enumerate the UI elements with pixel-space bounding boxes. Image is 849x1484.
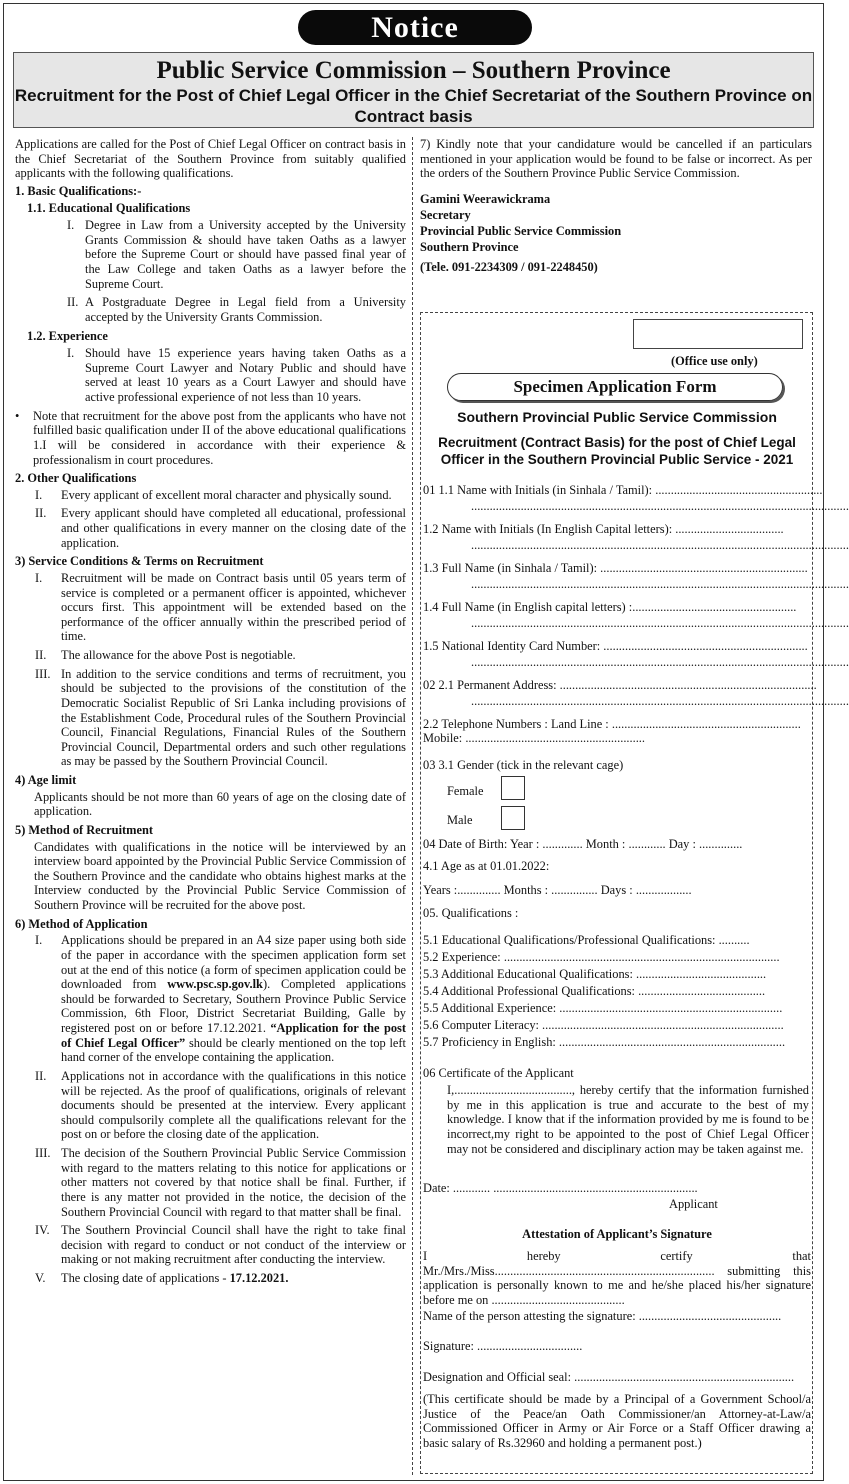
field-telephone[interactable]: 2.2 Telephone Numbers : Land Line : ............................................................. <box>423 717 801 731</box>
certificate-heading: 06 Certificate of the Applicant <box>423 1066 574 1080</box>
field-mobile[interactable]: Mobile: .......................................................... <box>423 731 645 745</box>
recruitment-text: Candidates with qualifications in the notice will be interviewed by an interview board appointed by the Provincial Public Service Commission of the Southern Province and the candidate who obtains highest marks at the Interview conducted by the Provincial Public Service Commission of Southern Province will be recruited for the above post. <box>34 839 406 912</box>
label-male: Male <box>447 813 473 827</box>
label-female: Female <box>447 784 484 798</box>
field-full-name-sinhala[interactable]: 1.3 Full Name (in Sinhala / Tamil): ................................................................... <box>423 561 808 575</box>
checkbox-female[interactable] <box>501 776 525 800</box>
list-item: II. Applications not in accordance with the qualifications in this notice will be rejected. As the proof of qualifications, originals of relevant documents should be presented at the interview. Every applicant should compulsorily complete all the qualifications relevant for the post on or before the closing date of the application. <box>35 1068 406 1142</box>
attestation-title: Attestation of Applicant’s Signature <box>522 1227 712 1241</box>
list-item: II. A Postgraduate Degree in Legal field from a University accepted by the University Grants Commission. <box>67 295 406 324</box>
field-designation-seal[interactable]: Designation and Official seal: ....................................................................... <box>423 1370 795 1384</box>
section-basic-qualifications: 1. Basic Qualifications:- <box>15 183 142 198</box>
office-use-box <box>633 319 803 349</box>
certificate-text: I,......................................, hereby certify that the information furnished by me in this application is true and accurate to the best of my knowledge. I know that if the information provided by me is found to be incorrect,my right to be appointed to the post of Chief Legal Officer may not be considered and disciplinary action may be taken against me. <box>447 1083 809 1156</box>
field-name-initials-sinhala[interactable]: 01 1.1 Name with Initials (in Sinhala / Tamil): ...................................................... <box>423 483 823 497</box>
signatory-block <box>420 191 812 275</box>
specimen-form <box>420 312 849 1474</box>
list-item: I. Should have 15 experience years having taken Oaths as a Supreme Court Lawyer and Notary Public and should have served at least 10 years as a Court Lawyer and should have active professional experience of not less than 10 years. <box>67 346 406 404</box>
field-dots[interactable]: .......................................................................................................................... <box>471 616 849 630</box>
field-dots[interactable]: .......................................................................................................................... <box>471 655 849 669</box>
field-experience[interactable]: 5.2 Experience: ......................................................................................... <box>423 950 780 964</box>
field-name-initials-english[interactable]: 1.2 Name with Initials (In English Capital letters): ................................... <box>423 522 784 536</box>
date-signature-line[interactable]: Date: ............ .................................................................. <box>423 1181 698 1195</box>
form-recruitment-title: Recruitment (Contract Basis) for the post of Chief Legal Officer in the Southern Provincial Public Service - 2021 <box>438 435 796 467</box>
field-gender: 03 3.1 Gender (tick in the relevant cage) <box>423 758 624 772</box>
list-item: I. Recruitment will be made on Contract basis until 05 years term of service is completed or a permanent officer is appointed, whichever occurs first. This appointment will be extended based on the performance of the officer annually within the prescribed period of time. <box>35 570 406 644</box>
telephone: (Tele. 091-2234309 / 091-2248450) <box>420 259 598 274</box>
list-item: I. Every applicant of excellent moral character and physically sound. <box>35 487 392 502</box>
field-english[interactable]: 5.7 Proficiency in English: ......................................................................... <box>423 1035 786 1049</box>
field-age: 4.1 Age as at 01.01.2022: <box>423 859 550 873</box>
field-attester-signature[interactable]: Signature: .................................. <box>423 1339 583 1353</box>
field-qualifications: 05. Qualifications : <box>423 906 519 920</box>
header-banner <box>13 52 814 128</box>
list-item: II. The allowance for the above Post is negotiable. <box>35 648 296 662</box>
commission-title: Public Service Commission – Southern Province <box>156 57 671 84</box>
right-column <box>420 137 812 275</box>
signatory-role: Secretary <box>420 207 471 222</box>
intro-paragraph: Applications are called for the Post of Chief Legal Officer on contract basis in the Chief Secretariat of the Southern Province from suitably qualified applicants with the following qualifications. <box>15 137 406 181</box>
section-other-qualifications: 2. Other Qualifications <box>15 471 137 486</box>
field-age-values[interactable]: Years :.............. Months : ............... Days : .................. <box>423 883 692 897</box>
list-item: V. The closing date of applications - 17.12.2021. <box>35 1271 289 1285</box>
field-full-name-english[interactable]: 1.4 Full Name (in English capital letters) :..................................................... <box>423 600 797 614</box>
list-item: I. Applications should be prepared in an A4 size paper using both side of the paper in accordance with the specimen application form set out at the end of this notice (a form of specimen application could be downloaded from www.psc.sp.gov.lk). Completed applications should be forwarded to Secretary, Southern Province Public Service Commission, 6th Floor, District Secretariat Building, Galle by registered post on or before 17.12.2021. “Application for the post of Chief Legal Officer” should be clearly mentioned on the top left hand corner of the envelope containing the application. <box>35 933 406 1065</box>
attestation-text: I hereby certify that Mr./Mrs./Miss....................................................................... submitting this application is personally known to me and he/she placed his/her signature before me on ........................................... <box>423 1249 811 1307</box>
field-date-of-birth[interactable]: 04 Date of Birth: Year : ............. Month : ............ Day : .............. <box>423 837 743 851</box>
applicant-label: Applicant <box>669 1197 718 1211</box>
list-item: III. In addition to the service conditions and terms of recruitment, you should be subjected to the provisions of the constitution of the Democratic Socialist Republic of Sri Lanka including provisions of the Establishment Code, Procedural rules of the Southern Provincial Council, Financial Regulations, Financial Rules of the Southern Provincial Council, Departmental orders and such other regulations as may be passed by the Southern Provincial Council. <box>35 666 406 769</box>
section-method-of-recruitment: 5) Method of Recruitment <box>15 822 153 837</box>
field-dots[interactable]: .......................................................................................................................... <box>471 499 849 513</box>
list-item: III. The decision of the Southern Provincial Public Service Commission with regard to the matters relating to this notice for applications or other matters not covered by that notice shall be final. Further, if there is any matter not provided in the notice, the decision of the Southern Provincial Council with regard to that matter shall be final. <box>35 1146 406 1219</box>
notice-heading: Notice <box>298 10 532 45</box>
closing-date: 17.12.2021. <box>229 1271 289 1285</box>
left-column <box>15 137 406 1290</box>
signatory-name: Gamini Weerawickrama <box>420 191 551 206</box>
age-limit-text: Applicants should be not more than 60 years of age on the closing date of application. <box>34 789 406 819</box>
list-item: I. Degree in Law from a University accepted by the University Grants Commission & should have taken Oaths as a lawyer before the Supreme Court or should have passed final year of the Law College and taken Oaths as a lawyer before the Supreme Court. <box>67 218 406 291</box>
section-service-conditions: 3) Service Conditions & Terms on Recruitment <box>15 554 264 569</box>
field-permanent-address[interactable]: 02 2.1 Permanent Address: ................................................................................... <box>423 678 817 692</box>
subsection-educational: 1.1. Educational Qualifications <box>27 200 191 215</box>
recruitment-subtitle: Recruitment for the Post of Chief Legal Officer in the Chief Secretariat of the Southern Province on Contract basis <box>14 86 813 126</box>
field-edu-qualifications[interactable]: 5.1 Educational Qualifications/Professional Qualifications: .......... <box>423 933 750 947</box>
section-age-limit: 4) Age limit <box>15 773 77 787</box>
section-method-of-application: 6) Method of Application <box>15 916 148 931</box>
field-additional-exp[interactable]: 5.5 Additional Experience: ........................................................................ <box>423 1001 783 1015</box>
field-dots[interactable]: .......................................................................................................................... <box>471 694 849 708</box>
attestation-note: (This certificate should be made by a Principal of a Government School/a Justice of the Peace/an Oath Commissioner/an Attorney-at-Law/a Commissioned Officer in Army or Air Force or a Staff Officer drawing a basic salary of Rs.32960 and holding a permanent post.) <box>423 1392 811 1450</box>
form-commission: Southern Provincial Public Service Commission <box>457 409 777 425</box>
cancellation-note: 7) Kindly note that your candidature would be cancelled if an particulars mentioned in your application would be found to be false or incorrect. As per the orders of the Southern Province Public Service Commission. <box>420 137 812 181</box>
field-computer-literacy[interactable]: 5.6 Computer Literacy: .............................................................................. <box>423 1018 784 1032</box>
field-nic[interactable]: 1.5 National Identity Card Number: .................................................................. <box>423 639 808 653</box>
specimen-title: Specimen Application Form <box>447 373 783 401</box>
field-attester-name[interactable]: Name of the person attesting the signature: .............................................. <box>423 1309 782 1323</box>
subsection-experience: 1.2. Experience <box>27 328 108 343</box>
download-link[interactable]: www.psc.sp.gov.lk <box>167 977 263 992</box>
list-item: IV. The Southern Provincial Council shall have the right to take final decision with regard to conduct or not conduct of the interview or making or not making recruitment after conducting the interview. <box>35 1223 406 1267</box>
signatory-org: Provincial Public Service Commission <box>420 223 622 238</box>
field-additional-edu[interactable]: 5.3 Additional Educational Qualifications: .......................................... <box>423 967 767 981</box>
field-dots[interactable]: .......................................................................................................................... <box>471 538 849 552</box>
checkbox-male[interactable] <box>501 806 525 830</box>
list-item: II. Every applicant should have completed all educational, professional and other qualifications in every manner on the closing date of the application. <box>35 506 406 550</box>
field-additional-prof[interactable]: 5.4 Additional Professional Qualifications: ......................................... <box>423 984 766 998</box>
note-bullet: • Note that recruitment for the above post from the applicants who have not fulfilled basic qualification under II of the above educational qualifications 1.I will be considered in accordance with their experience & professionalism in court procedures. <box>15 408 406 467</box>
signatory-region: Southern Province <box>420 239 519 254</box>
field-dots[interactable]: .......................................................................................................................... <box>471 577 849 591</box>
column-divider <box>412 137 413 1475</box>
office-use-label: (Office use only) <box>671 354 758 368</box>
